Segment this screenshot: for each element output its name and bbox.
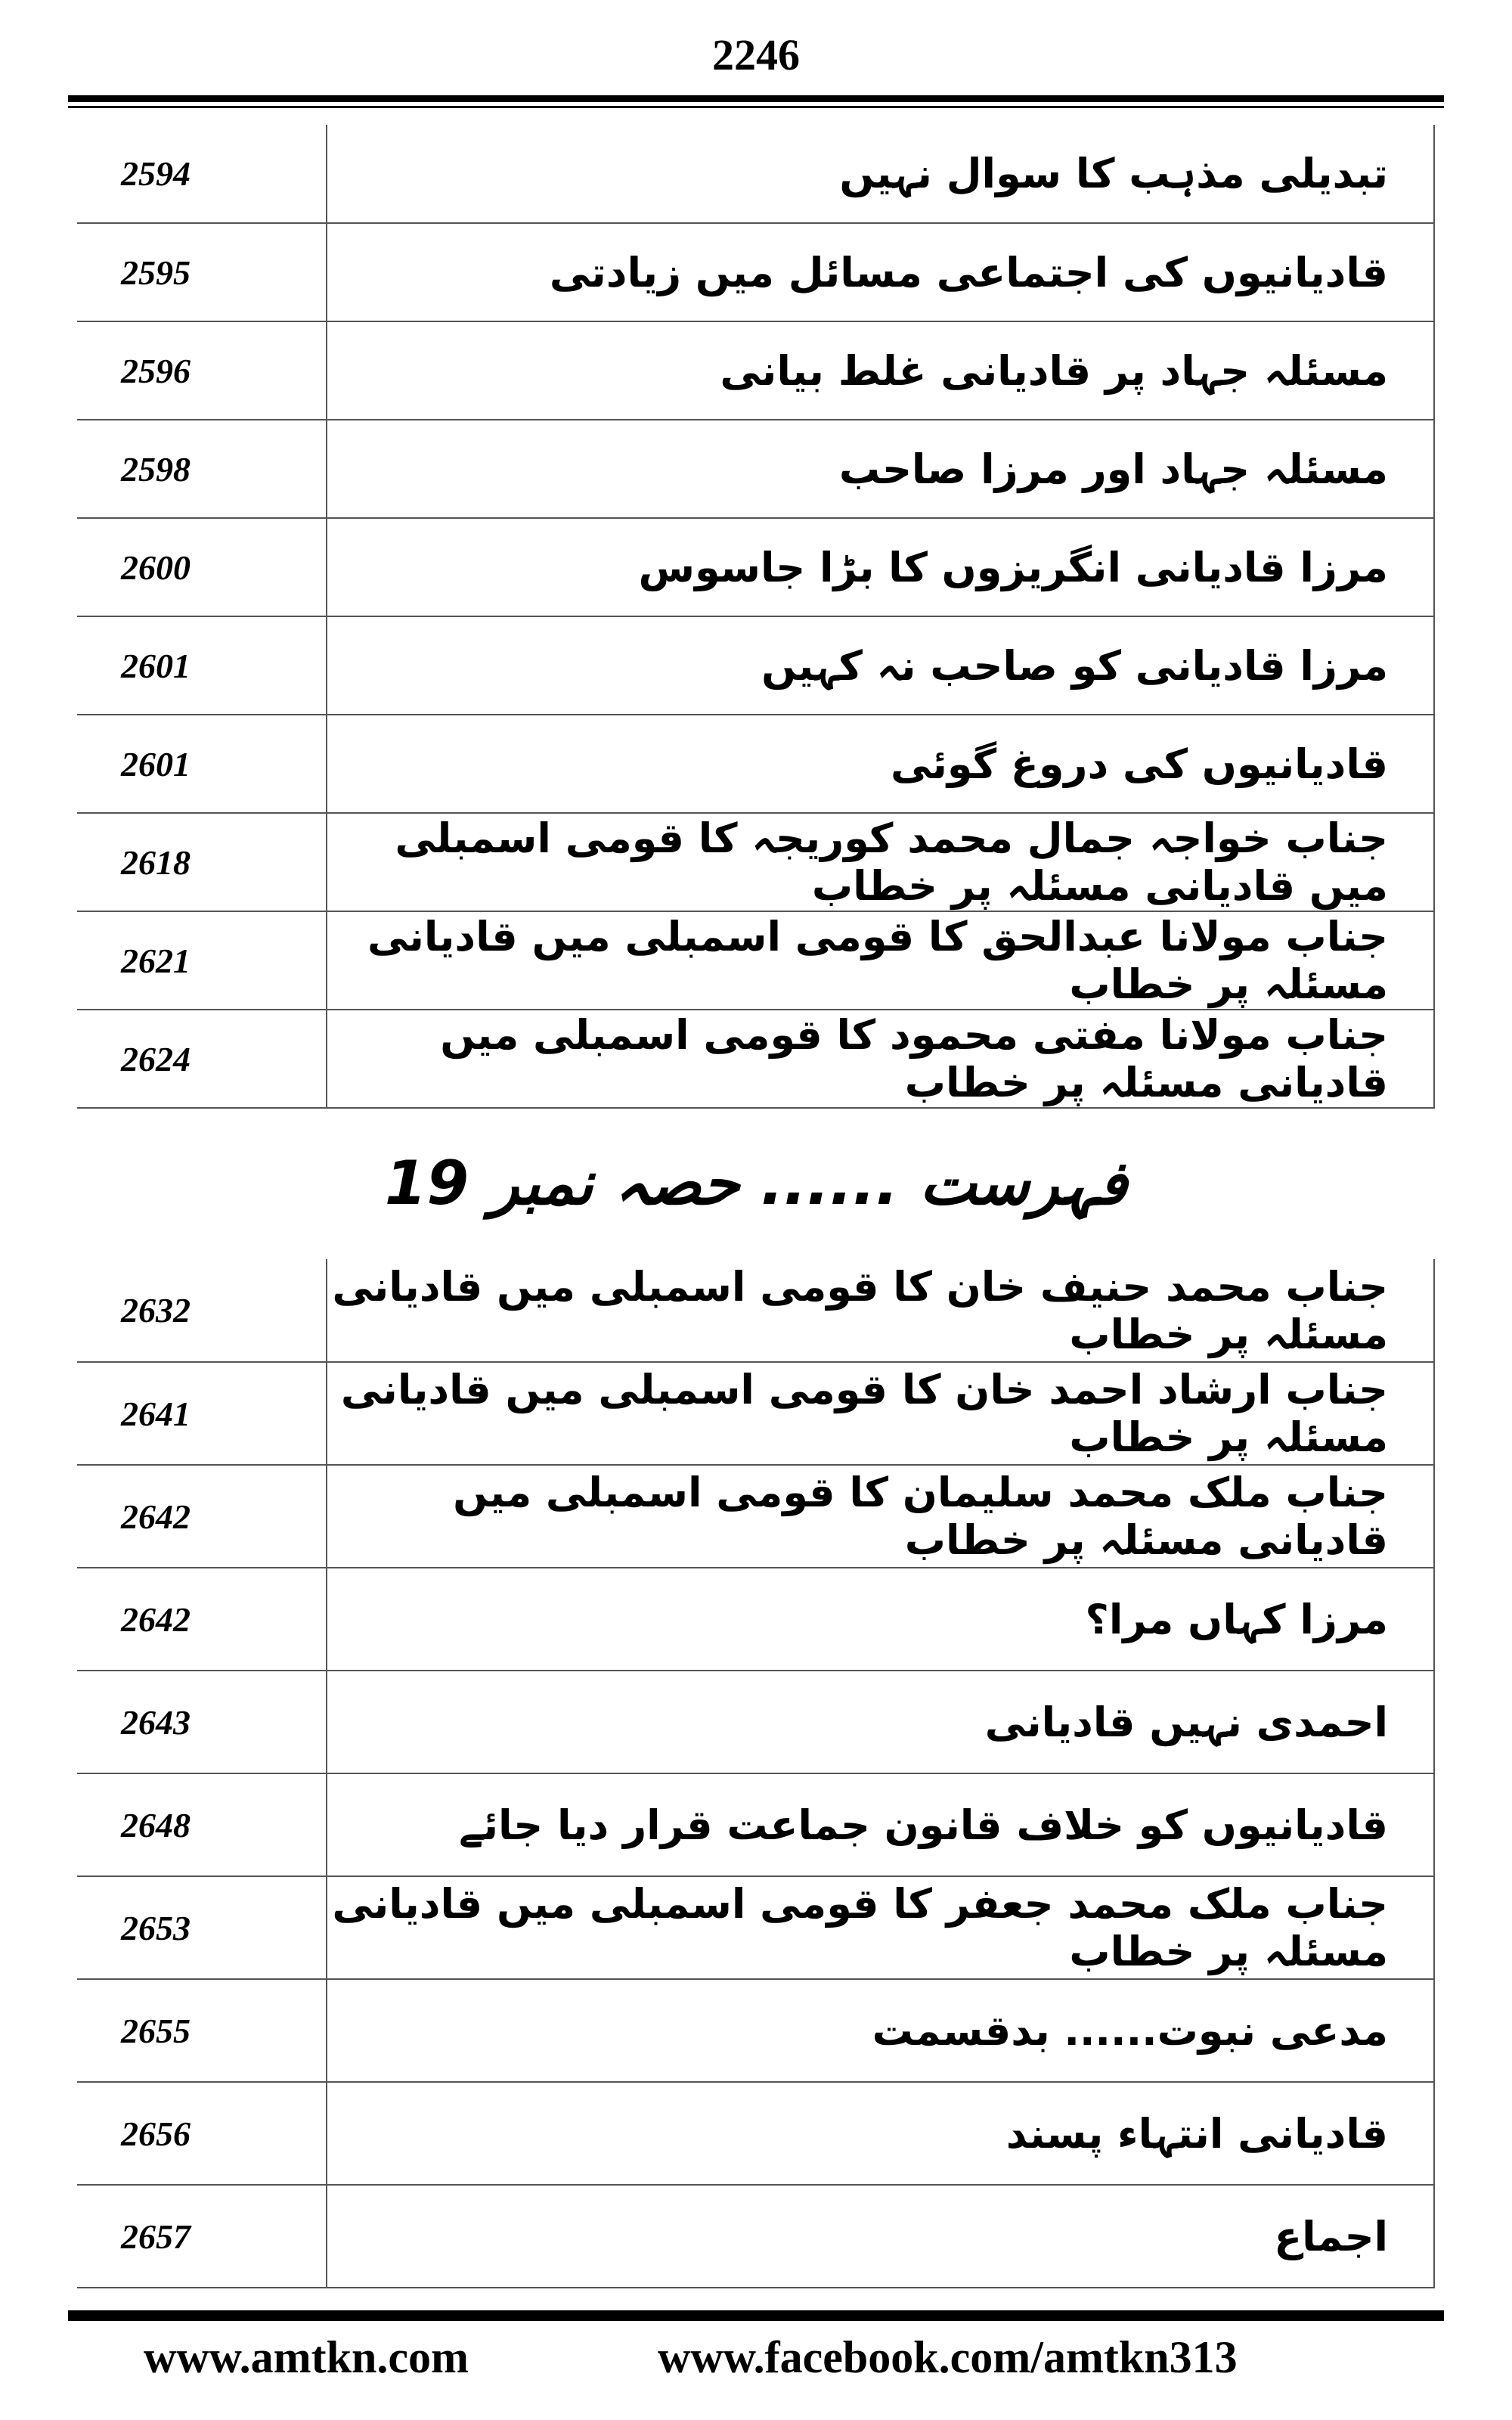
page-number-cell: 2601 <box>77 616 327 715</box>
table-row <box>77 125 1434 223</box>
table-row <box>77 715 1434 813</box>
page-number-cell: 2596 <box>77 321 327 420</box>
table-row <box>77 518 1434 616</box>
table-row <box>77 1259 1434 1362</box>
topic-title-cell: جناب محمد حنیف خان کا قومی اسمبلی میں قادیانی مسئلہ پر خطاب <box>327 1259 1434 1362</box>
topic-title-cell: مرزا قادیانی کو صاحب نہ کہیں <box>327 616 1434 715</box>
page-number-cell: 2653 <box>77 1876 327 1979</box>
topic-title-cell: جناب مولانا عبدالحق کا قومی اسمبلی میں قادیانی مسئلہ پر خطاب <box>327 911 1434 1010</box>
website-link[interactable]: www.amtkn.com <box>144 2332 469 2382</box>
page-number-cell: 2598 <box>77 420 327 518</box>
table-row <box>77 2082 1434 2185</box>
topic-title-cell: مسئلہ جہاد پر قادیانی غلط بیانی <box>327 321 1434 420</box>
page-number-cell: 2656 <box>77 2082 327 2185</box>
header-rule <box>68 95 1444 102</box>
topic-title-cell: جناب ملک محمد سلیمان کا قومی اسمبلی میں قادیانی مسئلہ پر خطاب <box>327 1465 1434 1568</box>
page-number-cell: 2657 <box>77 2185 327 2288</box>
page-number-cell: 2621 <box>77 911 327 1010</box>
page-number-cell: 2624 <box>77 1010 327 1108</box>
topic-title-cell: مرزا قادیانی انگریزوں کا بڑا جاسوس <box>327 518 1434 616</box>
topic-title-cell: مرزا کہاں مرا؟ <box>327 1568 1434 1671</box>
topic-title-cell: قادیانی انتہاء پسند <box>327 2082 1434 2185</box>
topic-title-cell: جناب ارشاد احمد خان کا قومی اسمبلی میں قادیانی مسئلہ پر خطاب <box>327 1362 1434 1465</box>
section-heading: فہرست ...... حصہ نمبر 19 <box>384 1148 1128 1218</box>
table-row <box>77 813 1434 911</box>
header-rule-thin <box>68 106 1444 108</box>
table-row <box>77 1979 1434 2082</box>
page-number-cell: 2643 <box>77 1671 327 1773</box>
topic-title-cell: قادیانیوں کی دروغ گوئی <box>327 715 1434 813</box>
page-number-cell: 2594 <box>77 125 327 223</box>
page-number-cell: 2601 <box>77 715 327 813</box>
topic-title-cell: تبدیلی مذہب کا سوال نہیں <box>327 125 1434 223</box>
table-row <box>77 420 1434 518</box>
page-number-cell: 2595 <box>77 223 327 321</box>
topic-title-cell: قادیانیوں کی اجتماعی مسائل میں زیادتی <box>327 223 1434 321</box>
page-number-cell: 2648 <box>77 1773 327 1876</box>
table-row <box>77 1010 1434 1108</box>
topic-title-cell: اجماع <box>327 2185 1434 2288</box>
topic-title-cell: جناب ملک محمد جعفر کا قومی اسمبلی میں قادیانی مسئلہ پر خطاب <box>327 1876 1434 1979</box>
table-row <box>77 911 1434 1010</box>
page-number-cell: 2642 <box>77 1568 327 1671</box>
contents-table-2 <box>77 1259 1435 2288</box>
topic-title-cell: احمدی نہیں قادیانی <box>327 1671 1434 1773</box>
topic-title-cell: مسئلہ جہاد اور مرزا صاحب <box>327 420 1434 518</box>
table-row <box>77 223 1434 321</box>
page-number-cell: 2655 <box>77 1979 327 2082</box>
page-number-cell: 2642 <box>77 1465 327 1568</box>
table-row <box>77 1568 1434 1671</box>
table-row <box>77 321 1434 420</box>
table-row <box>77 1671 1434 1773</box>
table-row <box>77 1362 1434 1465</box>
page-number-cell: 2632 <box>77 1259 327 1362</box>
table-row <box>77 2185 1434 2288</box>
page-number-cell: 2641 <box>77 1362 327 1465</box>
page-number: 2246 <box>712 30 800 79</box>
contents-table-1 <box>77 125 1435 1109</box>
topic-title-cell: قادیانیوں کو خلاف قانون جماعت قرار دیا جائے <box>327 1773 1434 1876</box>
footer-rule <box>68 2310 1444 2321</box>
page-number-cell: 2618 <box>77 813 327 911</box>
topic-title-cell: مدعی نبوت...... بدقسمت <box>327 1979 1434 2082</box>
table-row <box>77 616 1434 715</box>
page-number-cell: 2600 <box>77 518 327 616</box>
topic-title-cell: جناب مولانا مفتی محمود کا قومی اسمبلی میں قادیانی مسئلہ پر خطاب <box>327 1010 1434 1108</box>
facebook-link[interactable]: www.facebook.com/amtkn313 <box>658 2332 1238 2382</box>
table-row <box>77 1465 1434 1568</box>
topic-title-cell: جناب خواجہ جمال محمد کوریجہ کا قومی اسمبلی میں قادیانی مسئلہ پر خطاب <box>327 813 1434 911</box>
table-row <box>77 1773 1434 1876</box>
table-row <box>77 1876 1434 1979</box>
